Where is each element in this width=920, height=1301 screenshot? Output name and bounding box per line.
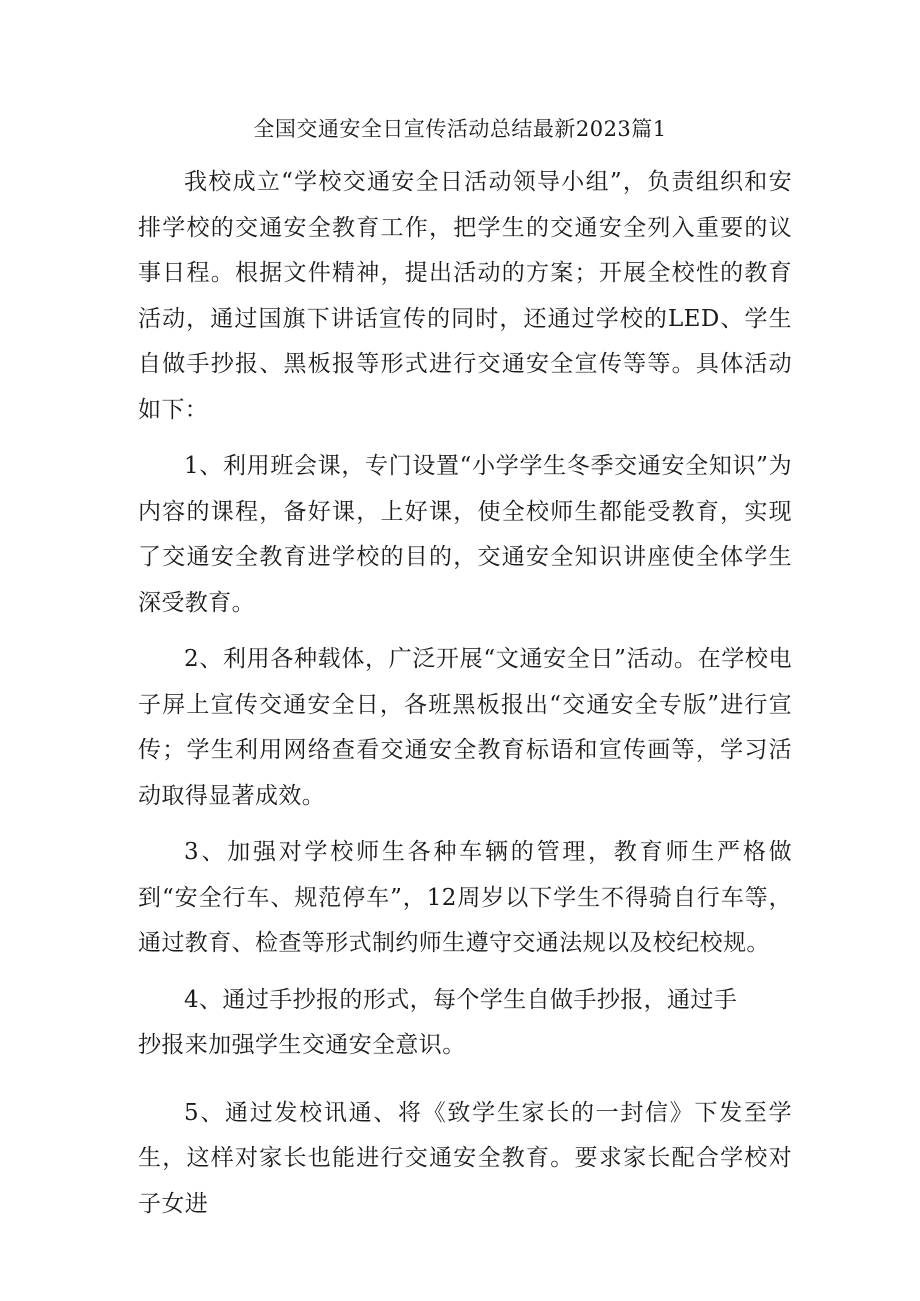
paragraph-item-5: 5、通过发校讯通、将《致学生家长的一封信》下发至学生，这样对家长也能进行交通安全教育。要求家长配合学校对子女进 xyxy=(138,1099,792,1217)
paragraph-item-4: 4、通过手抄报的形式，每个学生自做手抄报，通过手 xyxy=(184,986,738,1013)
paragraph-intro: 我校成立“学校交通安全日活动领导小组”，负责组织和安排学校的交通安全教育工作，把学生的交通安全列入重要的议事日程。根据文件精神，提出活动的方案；开展全校性的教育活动，通过国旗下讲话宣传的同时，还通过学校的LED、学生自做手抄报、黑板报等形式进行交通安全宣传等等。具体活动如下： xyxy=(138,169,792,423)
document-title: 全国交通安全日宣传活动总结最新2023篇1 xyxy=(253,117,667,141)
paragraph-item-1: 1、利用班会课，专门设置“小学学生冬季交通安全知识”为内容的课程，备好课，上好课，使全校师生都能受教育，实现了交通安全教育进学校的目的，交通安全知识讲座使全体学生深受教育。 xyxy=(138,453,792,616)
paragraph-item-2: 2、利用各种载体，广泛开展“文通安全日”活动。在学校电子屏上宣传交通安全日，各班黑板报出“交通安全专版”进行宣传；学生利用网络查看交通安全教育标语和宣传画等，学习活动取得显著成效。 xyxy=(138,646,792,809)
paragraph-item-3: 3、加强对学校师生各种车辆的管理，教育师生严格做到“安全行车、规范停车”，12周岁以下学生不得骑自行车等，通过教育、检查等形式制约师生遵守交通法规以及校纪校规。 xyxy=(138,839,792,956)
document-body xyxy=(138,160,792,1227)
paragraph-item-4-continued: 抄报来加强学生交通安全意识。 xyxy=(138,1032,466,1058)
